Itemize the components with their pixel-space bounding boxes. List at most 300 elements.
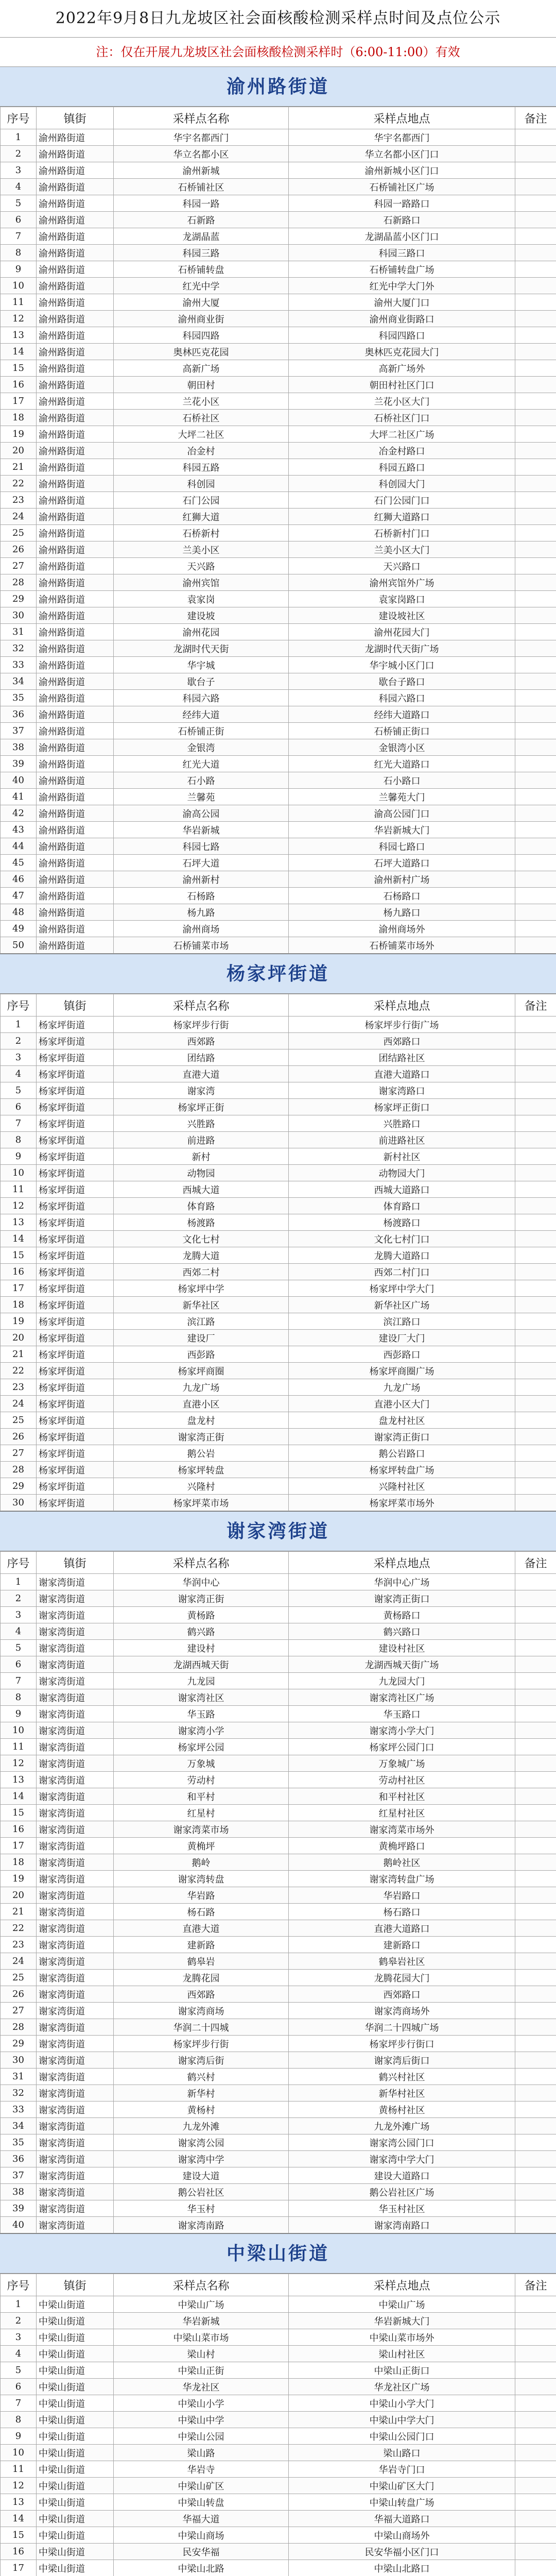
street-name: 渝州路街道 [37,937,114,954]
street-name: 渝州路街道 [37,723,114,739]
remark [515,2052,556,2069]
table-row [1,690,556,706]
row-number: 6 [1,1099,37,1115]
site-address: 九龙园大门 [289,1673,515,1689]
column-header-site: 采样点名称 [114,1552,289,1574]
street-name: 杨家坪街道 [37,1165,114,1181]
row-number: 7 [1,228,37,245]
site-name: 中梁山中学 [114,2412,289,2428]
site-address: 新华村社区 [289,2085,515,2102]
row-number: 7 [1,2395,37,2412]
site-address: 华岩寺门口 [289,2461,515,2478]
table-row [1,146,556,162]
street-name: 渝州路街道 [37,459,114,476]
row-number: 15 [1,2527,37,2544]
remark [515,443,556,459]
row-number: 31 [1,624,37,640]
remark [515,574,556,591]
table-row [1,492,556,509]
row-number: 28 [1,574,37,591]
street-name: 中梁山街道 [37,2445,114,2461]
site-name: 杨家坪步行街 [114,1016,289,1033]
table-row [1,805,556,822]
street-name: 中梁山街道 [37,2412,114,2428]
table-row [1,1953,556,1970]
street-name: 渝州路街道 [37,476,114,492]
site-name: 科园七路 [114,838,289,855]
site-address: 渝州花园大门 [289,624,515,640]
street-name: 渝州路街道 [37,756,114,772]
remark [515,690,556,706]
site-name: 万象城 [114,1755,289,1772]
remark [515,2395,556,2412]
row-number: 41 [1,789,37,805]
site-name: 体育路 [114,1198,289,1214]
site-address: 朝田村社区门口 [289,377,515,393]
table-row [1,1805,556,1821]
table-row [1,904,556,921]
table-row [1,1772,556,1788]
table-row [1,723,556,739]
street-name: 渝州路街道 [37,541,114,558]
site-address: 华岩路口 [289,1887,515,1904]
site-address: 谢家湾小学大门 [289,1722,515,1739]
table-row [1,245,556,261]
street-name: 渝州路街道 [37,871,114,888]
site-address: 中梁山小学大门 [289,2395,515,2412]
sampling-time-notice: 注：仅在开展九龙坡区社会面核酸检测采样时（6:00-11:00）有效 [0,37,556,67]
table-row [1,937,556,954]
site-name: 华岩新城 [114,822,289,838]
site-address: 石小路口 [289,772,515,789]
site-name: 渝州宾馆 [114,574,289,591]
row-number: 9 [1,261,37,278]
site-name: 大坪二社区 [114,426,289,443]
street-name: 谢家湾街道 [37,1986,114,2003]
site-name: 谢家湾社区 [114,1689,289,1706]
table-row [1,2511,556,2527]
remark [515,1115,556,1132]
site-name: 谢家湾正街 [114,1429,289,1445]
remark [515,2445,556,2461]
table-row [1,607,556,624]
site-address: 杨渡路口 [289,1214,515,1231]
site-name: 石门公园 [114,492,289,509]
site-address: 中梁山菜市场外 [289,2329,515,2346]
street-name: 渝州路街道 [37,525,114,541]
remark [515,822,556,838]
remark [515,1181,556,1198]
street-name: 杨家坪街道 [37,1115,114,1132]
street-name: 谢家湾街道 [37,1640,114,1656]
site-name: 团结路 [114,1049,289,1066]
site-name: 金银湾 [114,739,289,756]
table-row [1,673,556,690]
row-number: 2 [1,146,37,162]
column-header-street: 镇街 [37,1552,114,1574]
street-name: 中梁山街道 [37,2296,114,2313]
table-row [1,855,556,871]
site-name: 中梁山北路 [114,2560,289,2576]
street-name: 谢家湾街道 [37,2069,114,2085]
site-address: 中梁山转盘广场 [289,2494,515,2511]
table-row [1,327,556,344]
site-name: 谢家湾后街 [114,2052,289,2069]
table-row [1,558,556,574]
site-address: 黄杨村社区 [289,2102,515,2118]
site-address: 万象城广场 [289,1755,515,1772]
row-number: 11 [1,294,37,311]
site-address: 中梁山商场外 [289,2527,515,2544]
table-row [1,1478,556,1495]
street-name: 中梁山街道 [37,2478,114,2494]
site-address: 杨家坪转盘广场 [289,1462,515,1478]
site-name: 高新广场 [114,360,289,377]
table-row [1,1871,556,1887]
street-name: 谢家湾街道 [37,2102,114,2118]
street-name: 谢家湾街道 [37,2003,114,2019]
table-row [1,509,556,525]
site-address: 直港大道路口 [289,1920,515,1937]
remark [515,1231,556,1247]
row-number: 20 [1,1887,37,1904]
table-row [1,772,556,789]
street-name: 杨家坪街道 [37,1330,114,1346]
site-name: 新华社区 [114,1297,289,1313]
table-row [1,2544,556,2560]
remark [515,937,556,954]
site-name: 动物园 [114,1165,289,1181]
street-name: 杨家坪街道 [37,1214,114,1231]
site-name: 梁山村 [114,2346,289,2362]
row-number: 27 [1,558,37,574]
table-header-row [1,2274,556,2296]
site-address: 谢家湾南路口 [289,2217,515,2233]
remark [515,1788,556,1805]
remark [515,1495,556,1511]
remark [515,2151,556,2167]
table-row [1,822,556,838]
table-row [1,1297,556,1313]
site-name: 华玉村 [114,2200,289,2217]
table-row [1,888,556,904]
remark [515,162,556,179]
remark [515,1986,556,2003]
table-row [1,1330,556,1346]
remark [515,1607,556,1623]
row-number: 24 [1,509,37,525]
street-section [0,2234,556,2576]
row-number: 17 [1,393,37,410]
site-address: 滨江路口 [289,1313,515,1330]
site-name: 兴胜路 [114,1115,289,1132]
remark [515,278,556,294]
street-name: 渝州路街道 [37,921,114,937]
remark [515,1379,556,1396]
row-number: 19 [1,1871,37,1887]
site-address: 科园七路口 [289,838,515,855]
table-row [1,574,556,591]
remark [515,1099,556,1115]
street-name: 渝州路街道 [37,212,114,228]
site-name: 龙湖晶蓝 [114,228,289,245]
row-number: 14 [1,1788,37,1805]
table-row [1,2003,556,2019]
table-row [1,1590,556,1607]
table-row [1,2494,556,2511]
site-name: 华岩寺 [114,2461,289,2478]
table-row [1,2445,556,2461]
site-name: 杨渡路 [114,1214,289,1231]
site-address: 红光中学大门外 [289,278,515,294]
street-name: 渝州路街道 [37,657,114,673]
street-name: 渝州路街道 [37,228,114,245]
remark [515,1953,556,1970]
table-row [1,2118,556,2134]
remark [515,327,556,344]
site-address: 杨家坪公园门口 [289,1739,515,1755]
table-row [1,1247,556,1264]
row-number: 9 [1,1148,37,1165]
remark [515,2560,556,2576]
table-row [1,1264,556,1280]
street-name: 渝州路街道 [37,360,114,377]
site-address: 石门公园门口 [289,492,515,509]
street-section [0,954,556,1512]
remark [515,410,556,426]
remark [515,2085,556,2102]
site-name: 中梁山正街 [114,2362,289,2379]
table-row [1,228,556,245]
site-name: 直港大道 [114,1066,289,1082]
column-header-address: 采样点地点 [289,2274,515,2296]
row-number: 20 [1,443,37,459]
site-name: 渝州花园 [114,624,289,640]
row-number: 29 [1,591,37,607]
row-number: 23 [1,1379,37,1396]
site-name: 杨家坪中学 [114,1280,289,1297]
row-number: 39 [1,2200,37,2217]
remark [515,1198,556,1214]
site-name: 科创园 [114,476,289,492]
site-address: 石桥铺菜市场外 [289,937,515,954]
site-name: 中梁山矿区 [114,2478,289,2494]
site-address: 中梁山北路口 [289,2560,515,2576]
row-number: 8 [1,1132,37,1148]
site-address: 文化七村门口 [289,1231,515,1247]
row-number: 21 [1,1904,37,1920]
remark [515,525,556,541]
row-number: 14 [1,2511,37,2527]
site-name: 石小路 [114,772,289,789]
table-row [1,1821,556,1838]
street-name: 中梁山街道 [37,2494,114,2511]
column-header-remark: 备注 [515,107,556,129]
table-row [1,1495,556,1511]
row-number: 2 [1,1590,37,1607]
site-name: 黄杨路 [114,1607,289,1623]
site-name: 九龙外滩 [114,2118,289,2134]
row-number: 28 [1,2019,37,2036]
site-address: 渝州宾馆外广场 [289,574,515,591]
table-row [1,344,556,360]
street-name: 中梁山街道 [37,2544,114,2560]
site-name: 杨石路 [114,1904,289,1920]
table-row [1,2362,556,2379]
row-number: 12 [1,1198,37,1214]
row-number: 4 [1,2346,37,2362]
table-row [1,1722,556,1739]
row-number: 36 [1,2151,37,2167]
table-row [1,2395,556,2412]
table-row [1,2478,556,2494]
row-number: 48 [1,904,37,921]
street-name: 谢家湾街道 [37,1656,114,1673]
site-name: 谢家湾 [114,1082,289,1099]
street-name: 杨家坪街道 [37,1033,114,1049]
site-name: 渝州商场 [114,921,289,937]
site-address: 谢家湾路口 [289,1082,515,1099]
site-name: 华岩新城 [114,2313,289,2329]
street-name: 谢家湾街道 [37,1574,114,1590]
remark [515,1132,556,1148]
street-name: 杨家坪街道 [37,1346,114,1363]
table-row [1,476,556,492]
site-address: 谢家湾公园门口 [289,2134,515,2151]
street-name: 渝州路街道 [37,822,114,838]
street-name: 谢家湾街道 [37,2036,114,2052]
table-row [1,1689,556,1706]
street-name: 谢家湾街道 [37,1920,114,1937]
remark [515,212,556,228]
site-name: 中梁山转盘 [114,2494,289,2511]
remark [515,888,556,904]
remark [515,377,556,393]
row-number: 31 [1,2069,37,2085]
remark [515,1346,556,1363]
table-row [1,2313,556,2329]
remark [515,1066,556,1082]
table-row [1,278,556,294]
table-row [1,459,556,476]
table-row [1,1231,556,1247]
row-number: 4 [1,179,37,195]
site-address: 梁山路口 [289,2445,515,2461]
site-address: 华岩新城大门 [289,2313,515,2329]
table-row [1,2296,556,2313]
remark [515,805,556,822]
site-name: 红光大道 [114,756,289,772]
table-row [1,162,556,179]
remark [515,2019,556,2036]
site-name: 新村 [114,1148,289,1165]
table-header-row [1,1552,556,1574]
street-name: 渝州路街道 [37,443,114,459]
row-number: 25 [1,1970,37,1986]
site-address: 鹤兴路口 [289,1623,515,1640]
site-name: 红星村 [114,1805,289,1821]
table-row [1,2329,556,2346]
site-name: 科园四路 [114,327,289,344]
row-number: 6 [1,212,37,228]
remark [515,261,556,278]
table-row [1,393,556,410]
remark [515,2069,556,2085]
table-row [1,541,556,558]
table-row [1,1016,556,1033]
column-header-site: 采样点名称 [114,2274,289,2296]
site-address: 石桥铺转盘广场 [289,261,515,278]
site-address: 科园三路口 [289,245,515,261]
site-name: 谢家湾正街 [114,1590,289,1607]
site-name: 华立名都小区 [114,146,289,162]
remark [515,1904,556,1920]
site-name: 民安华福 [114,2544,289,2560]
row-number: 26 [1,541,37,558]
site-name: 鹤兴路 [114,1623,289,1640]
site-name: 文化七村 [114,1231,289,1247]
street-name: 渝州路街道 [37,706,114,723]
table-row [1,1429,556,1445]
site-name: 石桥铺社区 [114,179,289,195]
site-address: 渝高公园门口 [289,805,515,822]
site-address: 渝州新村广场 [289,871,515,888]
table-row [1,410,556,426]
site-name: 劳动村 [114,1772,289,1788]
remark [515,1429,556,1445]
site-address: 建新路口 [289,1937,515,1953]
street-name: 谢家湾街道 [37,1970,114,1986]
column-header-remark: 备注 [515,1552,556,1574]
site-address: 谢家湾转盘广场 [289,1871,515,1887]
table-row [1,1574,556,1590]
remark [515,509,556,525]
table-row [1,2217,556,2233]
row-number: 33 [1,2102,37,2118]
site-address: 石桥新村门口 [289,525,515,541]
street-name: 杨家坪街道 [37,1264,114,1280]
table-row [1,360,556,377]
street-name: 中梁山街道 [37,2346,114,2362]
site-address: 经纬大道路口 [289,706,515,723]
site-address: 体育路口 [289,1198,515,1214]
street-name: 谢家湾街道 [37,2052,114,2069]
site-address: 华宇城小区门口 [289,657,515,673]
remark [515,1033,556,1049]
street-name: 渝州路街道 [37,426,114,443]
site-address: 科园一路路口 [289,195,515,212]
row-number: 26 [1,1986,37,2003]
site-address: 华润中心广场 [289,1574,515,1590]
remark [515,756,556,772]
remark [515,2412,556,2428]
sampling-sites-table [0,1551,556,2233]
remark [515,2134,556,2151]
site-address: 杨家坪商圈广场 [289,1363,515,1379]
remark [515,1165,556,1181]
remark [515,1280,556,1297]
street-name: 谢家湾街道 [37,1739,114,1755]
site-address: 黄杨路口 [289,1607,515,1623]
table-row [1,1379,556,1396]
site-name: 滨江路 [114,1313,289,1330]
site-address: 华润二十四城广场 [289,2019,515,2036]
table-row [1,871,556,888]
site-address: 九龙广场 [289,1379,515,1396]
row-number: 12 [1,2478,37,2494]
street-name: 杨家坪街道 [37,1495,114,1511]
site-address: 动物园大门 [289,1165,515,1181]
